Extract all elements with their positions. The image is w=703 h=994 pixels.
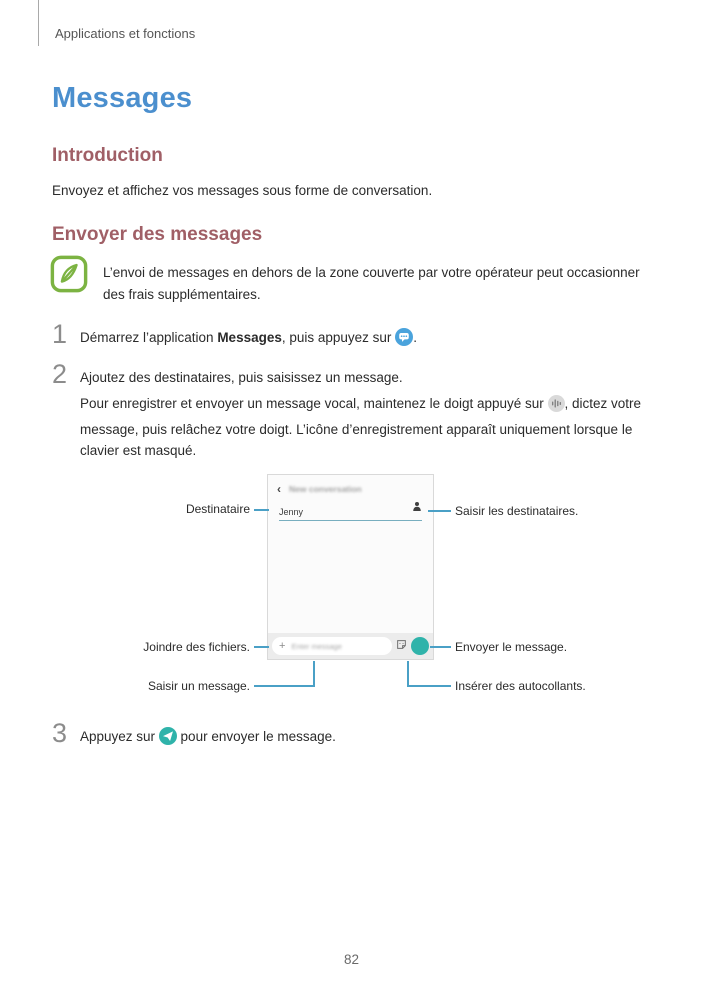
header-divider bbox=[38, 0, 39, 46]
sticker-icon bbox=[396, 637, 407, 655]
callout-send-message: Envoyer le message. bbox=[455, 640, 568, 654]
callout-line-enter-message-v bbox=[313, 661, 315, 687]
step-2-paragraph bbox=[80, 393, 642, 462]
step-3-part2: pour envoyer le message. bbox=[176, 729, 336, 744]
message-placeholder: Enter message bbox=[291, 641, 342, 651]
recipient-name: Jenny bbox=[279, 507, 304, 517]
callout-line-insert-stickers-v bbox=[407, 661, 409, 687]
section-heading-introduction: Introduction bbox=[52, 145, 163, 166]
notice-icon bbox=[50, 255, 88, 293]
step-3-number: 3 bbox=[52, 718, 68, 748]
step-1-part2: , puis appuyez sur bbox=[281, 330, 396, 345]
phone-header bbox=[268, 475, 433, 503]
send-message-icon bbox=[159, 727, 177, 752]
callout-attach-files: Joindre des fichiers. bbox=[143, 640, 250, 654]
step-1-number: 1 bbox=[52, 319, 68, 349]
conversation-area bbox=[268, 521, 433, 633]
callout-enter-message: Saisir un message. bbox=[147, 679, 250, 693]
compose-bar bbox=[268, 633, 433, 659]
breadcrumb: Applications et fonctions bbox=[55, 26, 196, 41]
callout-line-enter-message-h bbox=[254, 685, 315, 687]
callout-line-send-message bbox=[430, 646, 451, 648]
step-1-part3: . bbox=[413, 330, 417, 345]
recipient-field bbox=[279, 505, 422, 521]
message-input bbox=[272, 637, 392, 655]
compose-message-icon bbox=[395, 328, 413, 353]
introduction-body: Envoyez et affichez vos messages sous forme de conversation. bbox=[52, 183, 433, 198]
phone-screenshot bbox=[267, 474, 434, 660]
step-2-number: 2 bbox=[52, 359, 68, 389]
callout-line-recipient bbox=[254, 509, 269, 511]
callout-insert-stickers: Insérer des autocollants. bbox=[455, 679, 586, 693]
section-heading-send-messages: Envoyer des messages bbox=[52, 224, 263, 245]
step-2-para-part2: , dictez votre message, puis relâchez votre doigt. L’icône d’enregistrement apparaît uniquement lorsque le clavier est masqué. bbox=[80, 396, 642, 458]
notice-text: L’envoi de messages en dehors de la zone couverte par votre opérateur peut occasionner des frais supplémentaires. bbox=[103, 265, 640, 302]
callout-line-attach-files bbox=[254, 646, 269, 648]
page-number: 82 bbox=[343, 952, 360, 967]
callout-enter-recipients: Saisir les destinataires. bbox=[455, 504, 579, 518]
step-3-part1: Appuyez sur bbox=[80, 729, 159, 744]
page-title: Messages bbox=[52, 82, 193, 114]
back-icon: ‹ bbox=[277, 482, 281, 496]
callout-recipient: Destinataire bbox=[185, 502, 250, 516]
voice-record-icon bbox=[548, 395, 565, 419]
step-1-bold: Messages bbox=[217, 330, 282, 345]
phone-header-title: New conversation bbox=[289, 484, 362, 494]
step-3-text bbox=[80, 726, 642, 752]
step-2-text: Ajoutez des destinataires, puis saisissez un message. bbox=[80, 370, 403, 385]
send-button-circle bbox=[411, 637, 429, 655]
step-2-para-part1: Pour enregistrer et envoyer un message vocal, maintenez le doigt appuyé sur bbox=[80, 396, 548, 411]
add-recipient-icon bbox=[412, 499, 422, 517]
callout-line-insert-stickers-h bbox=[407, 685, 451, 687]
callout-line-enter-recipients bbox=[428, 510, 451, 512]
attach-icon: + bbox=[279, 639, 286, 652]
step-1-text bbox=[80, 327, 642, 353]
step-1-part1: Démarrez l’application bbox=[80, 330, 218, 345]
